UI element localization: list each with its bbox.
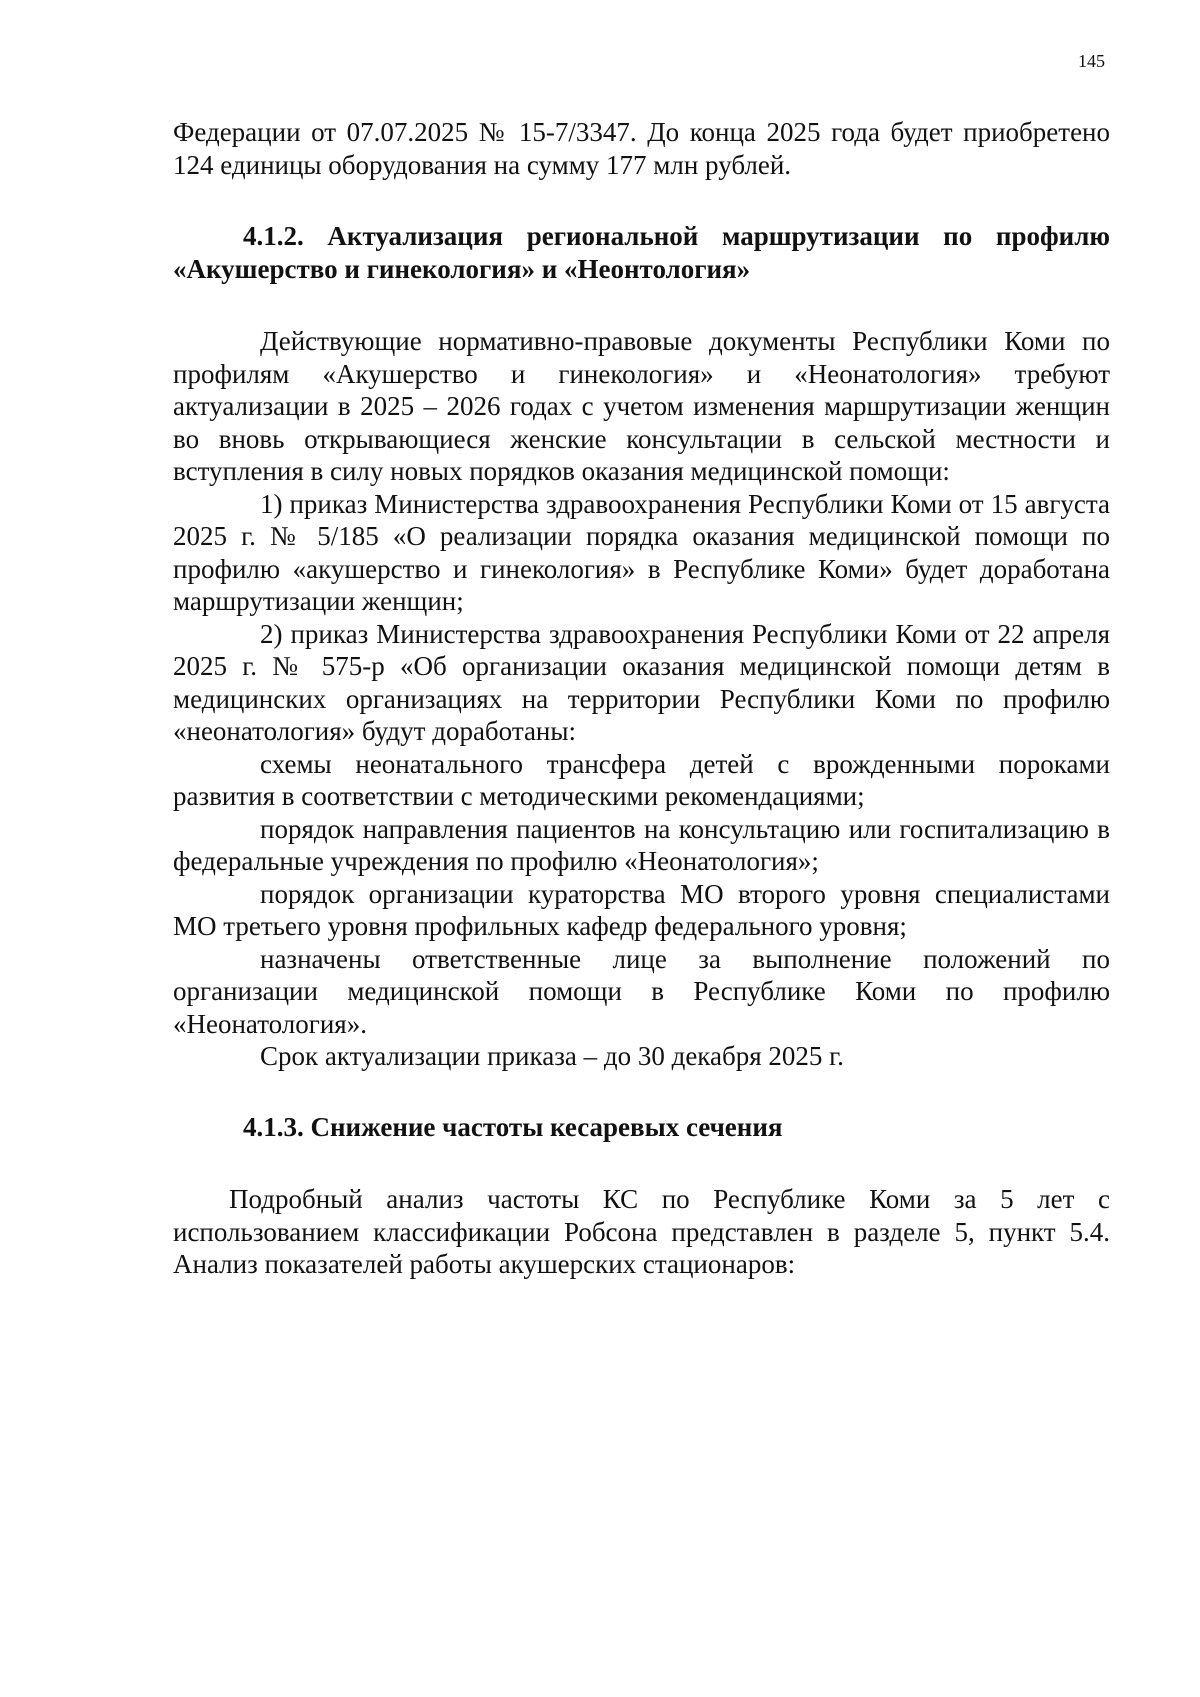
page-number: 145 — [1078, 51, 1105, 71]
page-content — [173, 116, 1110, 1281]
paragraph-transfer-schemes: схемы неонатального трансфера детей с врожденными пороками развития в соответствии с методическими рекомендациями; — [173, 748, 1110, 811]
list-item-order-1: 1) приказ Министерства здравоохранения Республики Коми от 15 августа 2025 г. № 5/185 «О реализации порядка оказания медицинской помощи по профилю «акушерство и гинекология» в Республике Коми» будет доработана маршрутизации женщин; — [173, 488, 1110, 616]
paragraph-responsible: назначены ответственные лице за выполнение положений по организации медицинской помощи в Республике Коми по профилю «Неонатология». — [173, 943, 1110, 1039]
paragraph-referral-order: порядок направления пациентов на консультацию или госпитализацию в федеральные учреждения по профилю «Неонатология»; — [173, 813, 1110, 876]
paragraph-curatorship: порядок организации кураторства МО второго уровня специалистами МО третьего уровня профильных кафедр федерального уровня; — [173, 878, 1110, 941]
section-heading-4-1-3: 4.1.3. Снижение частоты кесаревых сечения — [243, 1111, 783, 1142]
paragraph-analysis: Подробный анализ частоты КС по Республике Коми за 5 лет с использованием классификации Робсона представлен в разделе 5, пункт 5.4. Анализ показателей работы акушерских стационаров: — [173, 1184, 1110, 1279]
paragraph-intro: Федерации от 07.07.2025 № 15-7/3347. До конца 2025 года будет приобретено 124 единицы оборудования на сумму 177 млн рублей. — [173, 117, 1110, 180]
paragraph-documents: Действующие нормативно-правовые документы Республики Коми по профилям «Акушерство и гинекология» и «Неонатология» требуют актуализации в 2025 – 2026 годах с учетом изменения маршрутизации женщин во вновь открывающиеся женские консультации в сельской местности и вступления в силу новых порядков оказания медицинской помощи: — [173, 326, 1110, 486]
list-item-order-2: 2) приказ Министерства здравоохранения Республики Коми от 22 апреля 2025 г. № 575-р «Об организации оказания медицинской помощи детям в медицинских организациях на территории Республики Коми по профилю «неонатология» будут доработаны: — [173, 618, 1110, 746]
paragraph-deadline: Срок актуализации приказа – до 30 декабря 2025 г. — [260, 1041, 844, 1071]
section-heading-4-1-2: 4.1.2. Актуализация региональной маршрутизации по профилю «Акушерство и гинекология» и «Неонтология» — [173, 221, 1110, 284]
